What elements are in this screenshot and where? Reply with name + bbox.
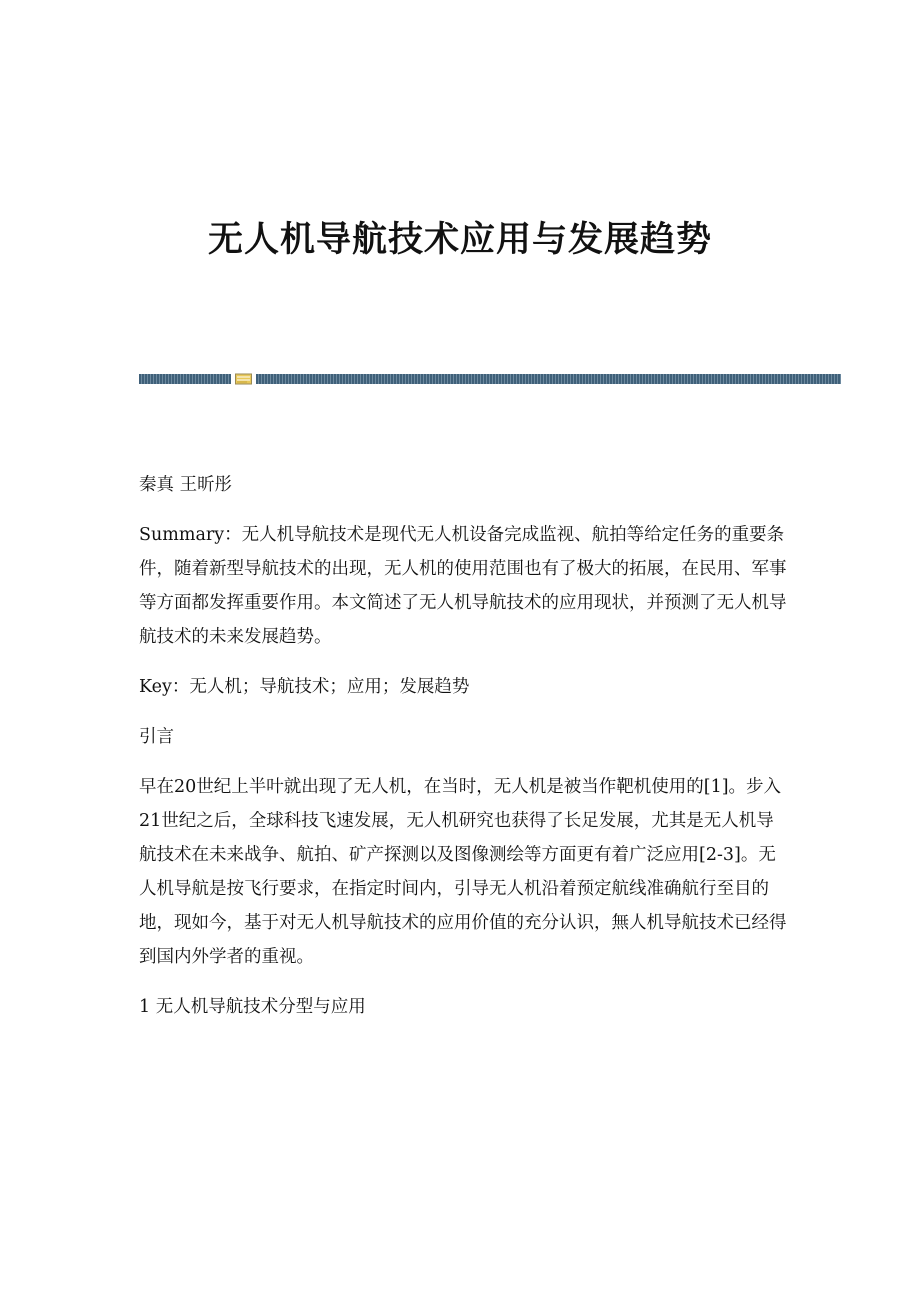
document-title: 无人机导航技术应用与发展趋势 xyxy=(207,219,712,260)
authors-line: 秦真 王昕彤 xyxy=(139,475,233,495)
title-divider xyxy=(139,374,841,384)
intro-heading: 引言 xyxy=(139,727,174,747)
document-body xyxy=(139,468,789,1040)
divider-bar-right xyxy=(256,374,841,384)
summary-paragraph: Summary：无人机导航技术是现代无人机设备完成监视、航拍等给定任务的重要条件，随着新型导航技术的出现，无人机的使用范围也有了极大的拓展，在民用、军事等方面都发挥重要作用。本文简述了无人机导航技术的应用现状，并预测了无人机导航技术的未来发展趋势。 xyxy=(139,525,787,647)
keywords-line: Key：无人机；导航技术；应用；发展趋势 xyxy=(139,677,470,697)
divider-bar-left xyxy=(139,374,231,384)
divider-ornament-icon xyxy=(235,373,252,385)
intro-paragraph: 早在20世纪上半叶就出现了无人机，在当时，无人机是被当作靶机使用的[1]。步入21世纪之后，全球科技飞速发展，无人机研究也获得了长足发展，尤其是无人机导航技术在未来战争、航拍、矿产探测以及图像测绘等方面更有着广泛应用[2-3]。无人机导航是按飞行要求，在指定时间内，引导无人机沿着预定航线准确航行至目的地，现如今，基于对无人机导航技术的应用价值的充分认识，無人机导航技术已经得到国内外学者的重视。 xyxy=(139,777,787,967)
section-1-heading: 1 无人机导航技术分型与应用 xyxy=(139,997,366,1017)
